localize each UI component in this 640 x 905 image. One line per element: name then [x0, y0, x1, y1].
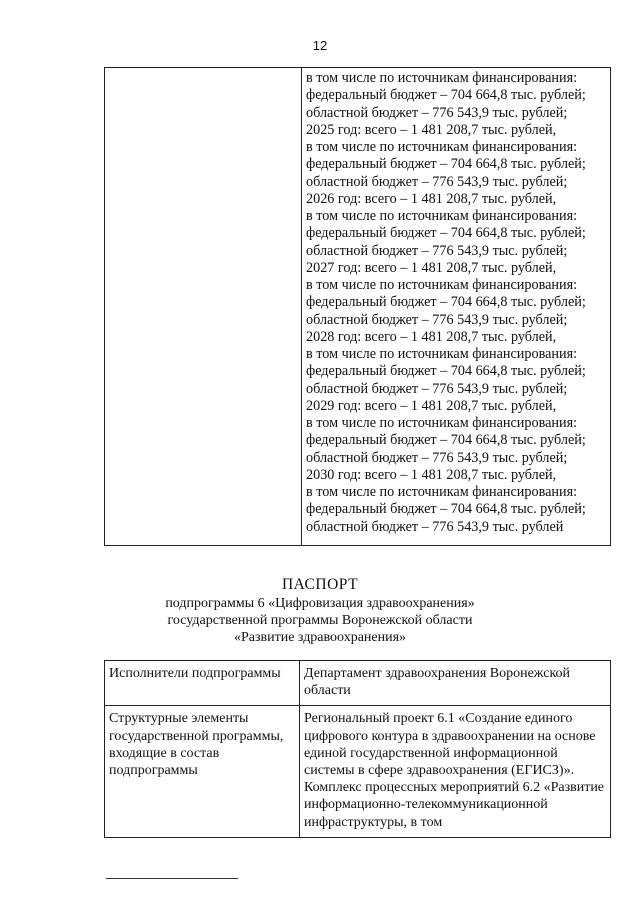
- passport-title: ПАСПОРТ: [281, 576, 359, 593]
- financing-line: федеральный бюджет – 704 664,8 тыс. рублей;: [306, 225, 586, 242]
- financing-line: областной бюджет – 776 543,9 тыс. рублей: [306, 518, 564, 535]
- financing-line: в том числе по источникам финансирования:: [306, 277, 578, 293]
- financing-line: областной бюджет – 776 543,9 тыс. рублей;: [306, 449, 568, 466]
- financing-line: федеральный бюджет – 704 664,8 тыс. рублей;: [306, 294, 586, 311]
- financing-line: в том числе по источникам финансирования:: [306, 208, 578, 224]
- financing-line: в том числе по источникам финансирования:: [306, 70, 578, 86]
- financing-line: федеральный бюджет – 704 664,8 тыс. рублей;: [306, 87, 586, 104]
- financing-table: [104, 67, 611, 546]
- financing-line: федеральный бюджет – 704 664,8 тыс. рублей;: [306, 501, 586, 518]
- structural-elements-label: Структурные элементы государственной программы, входящие в состав подпрограммы: [105, 706, 300, 837]
- financing-line: областной бюджет – 776 543,9 тыс. рублей;: [306, 311, 568, 328]
- page-number: 12: [312, 38, 328, 53]
- passport-subtitle-3: «Развитие здравоохранения»: [233, 630, 407, 645]
- financing-line: областной бюджет – 776 543,9 тыс. рублей;: [306, 173, 568, 190]
- executors-label: Исполнители подпрограммы: [105, 661, 300, 706]
- executors-value: Департамент здравоохранения Воронежской области: [300, 661, 611, 706]
- financing-line: федеральный бюджет – 704 664,8 тыс. рублей;: [306, 156, 586, 173]
- financing-table-label-cell: [105, 68, 302, 546]
- financing-line: областной бюджет – 776 543,9 тыс. рублей;: [306, 104, 568, 121]
- financing-table-value-cell: [302, 68, 611, 546]
- regional-project-text: Региональный проект 6.1 «Создание единого цифрового контура в здравоохранении на основе единой государственной информационной системы в сфере здравоохранения (ЕГИСЗ)».: [304, 711, 596, 779]
- structural-elements-value: [300, 706, 611, 837]
- financing-line: 2028 год: всего – 1 481 208,7 тыс. рублей,: [306, 328, 557, 345]
- financing-line: 2027 год: всего – 1 481 208,7 тыс. рублей,: [306, 259, 557, 276]
- financing-line: 2025 год: всего – 1 481 208,7 тыс. рублей,: [306, 121, 557, 138]
- passport-table: [104, 660, 611, 838]
- financing-line: федеральный бюджет – 704 664,8 тыс. рублей;: [306, 363, 586, 380]
- financing-line: 2026 год: всего – 1 481 208,7 тыс. рублей,: [306, 190, 557, 207]
- financing-line: 2030 год: всего – 1 481 208,7 тыс. рублей,: [306, 466, 557, 483]
- passport-subtitle-1: подпрограммы 6 «Цифровизация здравоохранения»: [165, 596, 475, 611]
- process-complex-text: Комплекс процессных мероприятий 6.2 «Развитие информационно-телекоммуникационной инфраструктуры, в том: [304, 780, 605, 830]
- passport-subtitle-2: государственной программы Воронежской области: [167, 613, 473, 628]
- financing-line: в том числе по источникам финансирования:: [306, 484, 578, 500]
- financing-line: федеральный бюджет – 704 664,8 тыс. рублей;: [306, 432, 586, 449]
- financing-line: в том числе по источникам финансирования:: [306, 139, 578, 155]
- financing-line: областной бюджет – 776 543,9 тыс. рублей;: [306, 242, 568, 259]
- table-row: [105, 706, 611, 837]
- financing-line: в том числе по источникам финансирования:: [306, 346, 578, 362]
- financing-line: в том числе по источникам финансирования:: [306, 415, 578, 431]
- footnote-rule: [106, 878, 238, 879]
- table-row: [105, 661, 611, 706]
- financing-line: 2029 год: всего – 1 481 208,7 тыс. рублей,: [306, 397, 557, 414]
- financing-lines: [302, 68, 610, 536]
- financing-line: областной бюджет – 776 543,9 тыс. рублей;: [306, 380, 568, 397]
